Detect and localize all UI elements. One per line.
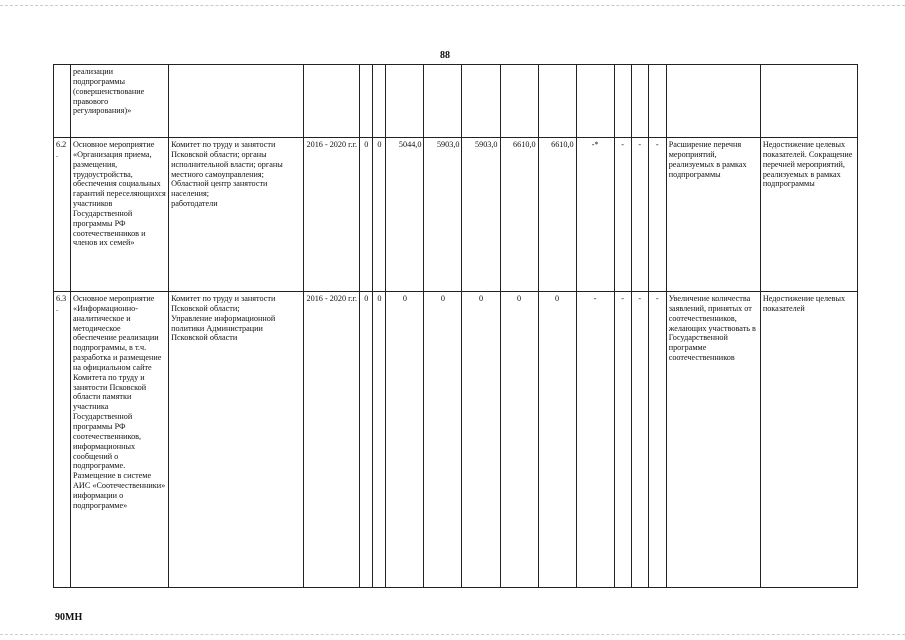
executor-cell: Комитет по труду и занятости Псковской области; органы исполнительной власти; органы местного самоуправления; Областной центр занятости населения; работодатели bbox=[169, 138, 304, 292]
value-cell: - bbox=[648, 292, 666, 588]
table-row bbox=[54, 292, 858, 588]
value-cell: -* bbox=[576, 138, 614, 292]
value-cell bbox=[500, 65, 538, 138]
value-cell: 5903,0 bbox=[424, 138, 462, 292]
page-number: 88 bbox=[440, 50, 450, 61]
value-cell bbox=[373, 65, 386, 138]
value-cell: 0 bbox=[360, 292, 373, 588]
value-cell: - bbox=[631, 138, 648, 292]
activity-name: реализации подпрограммы (совершенствование правового регулирования)» bbox=[71, 65, 169, 138]
row-number: 6.2. bbox=[54, 138, 71, 292]
value-cell bbox=[462, 65, 500, 138]
value-cell bbox=[576, 65, 614, 138]
period-cell: 2016 - 2020 г.г. bbox=[304, 292, 360, 588]
value-cell: 0 bbox=[538, 292, 576, 588]
value-cell: 0 bbox=[462, 292, 500, 588]
value-cell: 6610,0 bbox=[538, 138, 576, 292]
activity-name: Основное мероприятие «Организация приема, размещения, трудоустройства, обеспечения социальных гарантий переселяющихся участников Государственной программы РФ соотечественников и членов их семей» bbox=[71, 138, 169, 292]
consequence-cell bbox=[760, 65, 857, 138]
executor-cell: Комитет по труду и занятости Псковской области; Управление информационной политики Администрации Псковской области bbox=[169, 292, 304, 588]
value-cell bbox=[614, 65, 631, 138]
value-cell bbox=[360, 65, 373, 138]
executor-cell bbox=[169, 65, 304, 138]
table-row bbox=[54, 65, 858, 138]
value-cell: 0 bbox=[373, 292, 386, 588]
result-cell: Увеличение количества заявлений, принятых от соотечественников, желающих участвовать в Государственной программе соотечественников bbox=[666, 292, 760, 588]
value-cell bbox=[648, 65, 666, 138]
period-cell bbox=[304, 65, 360, 138]
value-cell: 6610,0 bbox=[500, 138, 538, 292]
program-table bbox=[53, 64, 858, 588]
period-cell: 2016 - 2020 г.г. bbox=[304, 138, 360, 292]
value-cell bbox=[424, 65, 462, 138]
value-cell: - bbox=[576, 292, 614, 588]
scan-edge-bottom bbox=[0, 634, 905, 635]
value-cell: 5903,0 bbox=[462, 138, 500, 292]
activity-name: Основное мероприятие «Информационно-аналитическое и методическое обеспечение реализации подпрограммы, в т.ч. разработка и размещение на официальном сайте Комитета по труду и занятости Псковской области памятки участника Государственной программы РФ соотечественников, информационных сообщений о подпрограмме. Размещение в системе АИС «Соотечественники» информации о подпрограмме» bbox=[71, 292, 169, 588]
consequence-cell: Недостижение целевых показателей. Сокращение перечней мероприятий, реализуемых в рамках подпрограммы bbox=[760, 138, 857, 292]
value-cell bbox=[631, 65, 648, 138]
value-cell: 0 bbox=[360, 138, 373, 292]
consequence-cell: Недостижение целевых показателей bbox=[760, 292, 857, 588]
value-cell: 0 bbox=[424, 292, 462, 588]
value-cell: - bbox=[614, 138, 631, 292]
value-cell: 0 bbox=[500, 292, 538, 588]
value-cell bbox=[386, 65, 424, 138]
table-row bbox=[54, 138, 858, 292]
value-cell bbox=[538, 65, 576, 138]
value-cell: 0 bbox=[386, 292, 424, 588]
result-cell: Расширение перечня мероприятий, реализуемых в рамках подпрограммы bbox=[666, 138, 760, 292]
value-cell: 5044,0 bbox=[386, 138, 424, 292]
footer-code: 90МН bbox=[55, 612, 83, 623]
value-cell: - bbox=[614, 292, 631, 588]
row-number: 6.3. bbox=[54, 292, 71, 588]
value-cell: 0 bbox=[373, 138, 386, 292]
row-number bbox=[54, 65, 71, 138]
value-cell: - bbox=[631, 292, 648, 588]
scan-edge-top bbox=[0, 5, 905, 6]
result-cell bbox=[666, 65, 760, 138]
value-cell: - bbox=[648, 138, 666, 292]
